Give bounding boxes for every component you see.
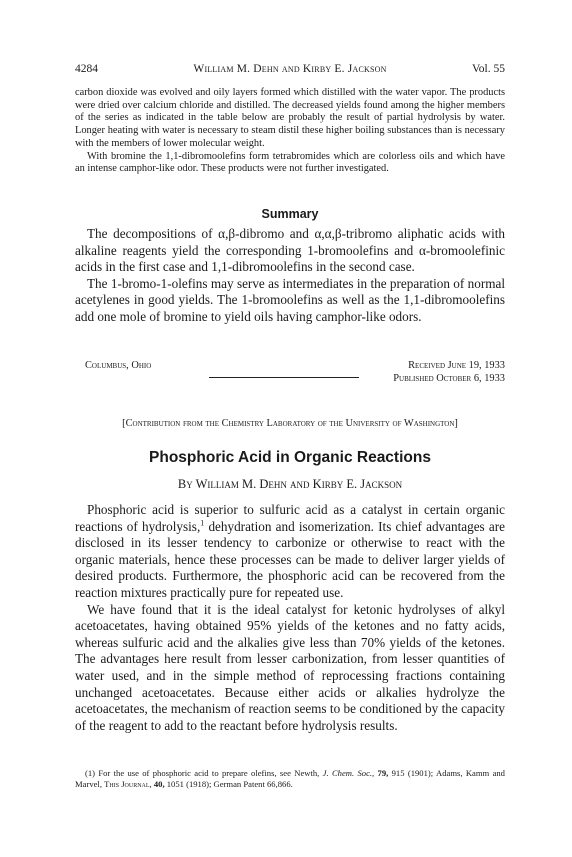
author-location: Columbus, Ohio xyxy=(85,360,152,371)
summary-heading: Summary xyxy=(261,207,319,221)
paragraph-text: Phosphoric acid is superior to sulfuric acid as a catalyst in certain organic reactions of hydrolysis, xyxy=(75,502,505,534)
experimental-continuation xyxy=(75,87,505,176)
paragraph-text: dehydration and isomerization. Its chief advantages are disclosed in its lesser tendency to carbonize or otherwise to react with the organic materials, hence these processes can be made to deliver larger yields of desired products. Furthermore, the phosphoric acid can be recovered from the reaction mixtures practically pure for repeated use. xyxy=(75,518,505,600)
summary-paragraph: The 1-bromo-1-olefins may serve as intermediates in the preparation of normal acetylenes in good yields. The 1-bromoolefins as well as the 1,1-dibromoolefins add one mole of bromine to yield oils having camphor-like odors. xyxy=(75,275,505,324)
received-date: Received June 19, 1933 xyxy=(408,360,505,371)
running-head: William M. Dehn and Kirby E. Jackson xyxy=(193,63,387,75)
volume-label: Vol. 55 xyxy=(471,63,505,75)
text-paragraph: With bromine the 1,1-dibromoolefins form tetrabromides which are colorless oils and which have an intense camphor-like odor. These products were not further investigated. xyxy=(75,150,505,175)
article-paragraph: We have found that it is the ideal catalyst for ketonic hydrolyses of alkyl acetoacetates, having obtained 95% yields of the ketones and no fatty acids, whereas sulfuric acid and the alkalies give less than 70% yields of the ketones. The advantages here result from lesser carbonization, from lesser quantities of water used, and in the simple method of reprocessing fractions containing unchanged acetoacetates. Because either acids or alkalies hydrolyze the acetoacetates, the mechanism of reaction seems to be conditioned by the capacity of the reagent to add to the reactant before hydrolysis results. xyxy=(75,601,505,733)
article-title: Phosphoric Acid in Organic Reactions xyxy=(149,449,431,466)
volume-number: 40, xyxy=(153,779,165,789)
footnote-text: 915 (1901); Adams, Kamm and Marvel, xyxy=(75,768,505,789)
section-divider xyxy=(209,377,359,378)
footnote-ref[interactable]: 1 xyxy=(200,518,205,528)
published-date: Published October 6, 1933 xyxy=(393,372,505,384)
article-body xyxy=(75,502,505,734)
article-paragraph xyxy=(75,502,505,602)
volume-number: 79, xyxy=(377,768,389,778)
contribution-note: [Contribution from the Chemistry Laboratory of the University of Washington] xyxy=(122,418,458,429)
footnote-text: (1) For the use of phosphoric acid to prepare olefins, see Newth, xyxy=(85,768,320,778)
text-paragraph: carbon dioxide was evolved and oily layers formed which distilled with the water vapor. The products were dried over calcium chloride and distilled. The decreased yields found among the higher members of the series as indicated in the table below are probably the result of partial hydrolysis by water. Longer heating with water is necessary to steam distil these higher boiling substances than is necessary with the members of lower molecular weight. xyxy=(75,87,505,149)
running-header xyxy=(75,63,505,79)
journal-name: This Journal, xyxy=(104,779,152,789)
footnote xyxy=(75,768,505,790)
article-byline: By William M. Dehn and Kirby E. Jackson xyxy=(177,477,403,491)
summary-body xyxy=(75,226,505,326)
page-number: 4284 xyxy=(75,63,98,75)
summary-paragraph: The decompositions of α,β-dibromo and α,α,β-tribromo aliphatic acids with alkaline reagents yield the corresponding 1-bromoolefins and α-bromoolefinic acids in the first case and 1,1-dibromoolefins in the second case. xyxy=(75,226,505,275)
received-published-dates xyxy=(393,360,505,385)
journal-name: J. Chem. Soc., xyxy=(322,768,375,778)
footnote-text: 1051 (1918); German Patent 66,866. xyxy=(166,779,293,789)
